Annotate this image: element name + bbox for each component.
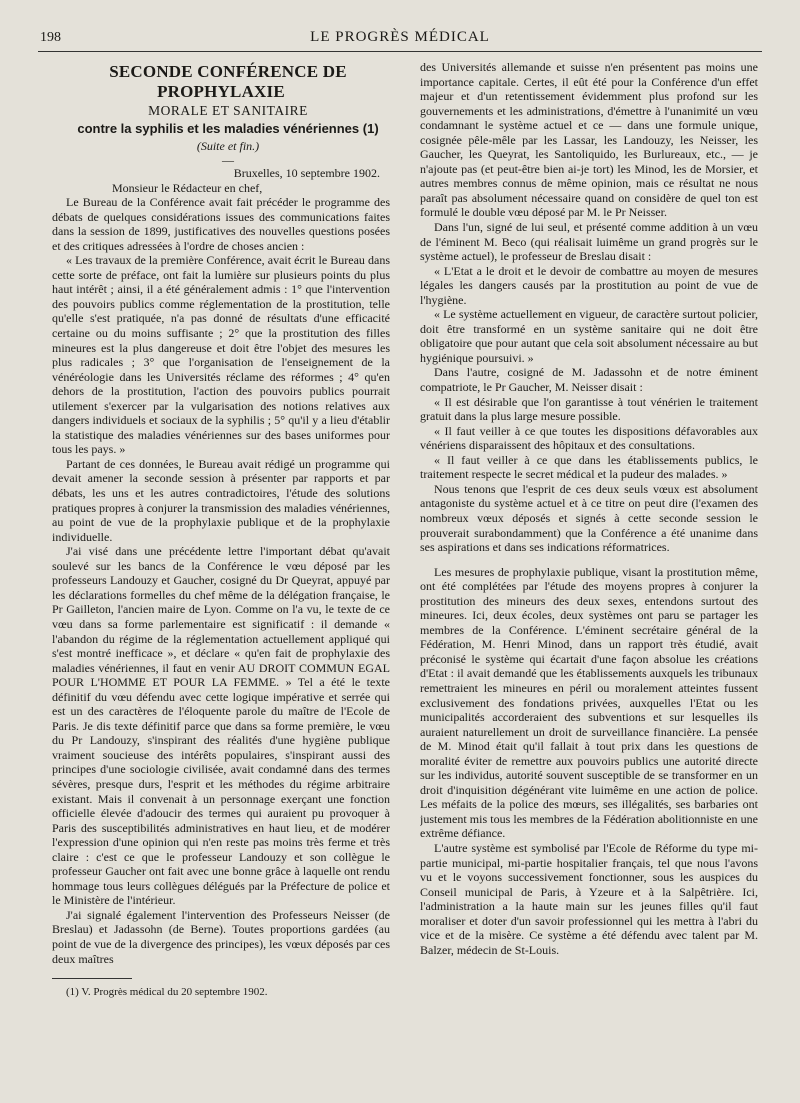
paragraph: Partant de ces données, le Bureau avait rédigé un programme qui devait amener la seconde session à présenter par rapports et par débats, les uns et les autres contradictoires, l'étude des solutions pratiques propres à conjurer la transmission des maladies vénériennes, au point de vue de la prophylaxie publique et de la prophylaxie individuelle. bbox=[52, 456, 390, 544]
section-gap bbox=[420, 555, 758, 565]
paragraph: « Les travaux de la première Conférence, avait écrit le Bureau dans cette sorte de préface, ont fait la lumière sur plusieurs points du plus haut intérêt ; ainsi, il a été généralement admis : 1° que l'intervention des pouvoirs publics comme réglementation de la prostitution, telle qu'elle s'est pratiquée, n'a pas donné de résultats d'une efficacité certaine ou du moins suffisante ; 2° que la prostitution des filles mineures est la plus dangereuse et doit être l'objet des mesures les plus radicales ; 3° que l'organisation de l'enseignement de la vénéréologie dans les Universités réclame des réformes ; 4° qu'en dehors de la prostitution, l'action des pouvoirs publics pourrait utilement s'exercer par la vulgarisation des notions relatives aux dangers individuels et sociaux de la syphilis ; 5° qu'il y a lieu d'établir la statistique des maladies vénériennes sur des bases uniformes pour tous les pays. » bbox=[52, 253, 390, 457]
article-title: SECONDE CONFÉRENCE DE PROPHYLAXIE bbox=[109, 62, 347, 101]
paragraph: Dans l'autre, cosigné de M. Jadassohn et de notre éminent compatriote, le Pr Gaucher, M. Neisser disait : bbox=[420, 365, 758, 395]
paragraph: Les mesures de prophylaxie publique, visant la prostitution même, ont été complétées par l'étude des moyens propres à conjurer la prostitution des mineurs des deux sexes, entendons surtout des mineures. Ici, deux écoles, deux systèmes ont paru se partager les membres de la Conférence. L'éminent secrétaire général de la Fédération, M. Henri Minod, dans un rapport très étudié, avait préconisé le système qui écartait d'une façon absolue les créations d'Etat : il avait demandé que les établissements auxquels les tribunaux remettraient les mineures en péril ou moralement atteintes fussent exclusivement des fondations privées, auxquelles l'Etat ou les municipalités accorderaient des subventions et sur lesquelles ils auraient naturellement un droit de surveillance financière. La pensée de M. Minod était qu'il fallait à tout prix dans les questions de moralité éviter de remettre aux pouvoirs publics une autorité directe sur les individus, autorité souvent susceptible de se transformer en un droit d'inquisition dégénérant vite luimême en une action de police. Les méfaits de la police des mœurs, ses illégalités, ses barbaries ont justement mis tous les membres de la Fédération abolitionniste en une extrême défiance. bbox=[420, 564, 758, 841]
separator-dash: — bbox=[222, 153, 234, 167]
running-title: LE PROGRÈS MÉDICAL bbox=[310, 29, 490, 45]
quote: « Il faut veiller à ce que toutes les dispositions défavorables aux vénériens disparaissent des hôpitaux et des consultations. bbox=[420, 423, 758, 453]
quote: « Le système actuellement en vigueur, de caractère surtout policier, doit être transformé en un système sanitaire qui ne doit être obligatoire que pour autant que cela soit absolument nécessaire au but hygiénique poursuivi. » bbox=[420, 307, 758, 365]
paragraph: Dans l'un, signé de lui seul, et présenté comme addition à un vœu de l'éminent M. Beco (qui réalisait luimême un grand progrès sur le système actuel), le professeur de Breslau disait : bbox=[420, 220, 758, 264]
left-column bbox=[52, 62, 390, 1072]
quote: « L'Etat a le droit et le devoir de combattre au moyen de mesures légales les dangers causés par la prostitution au point de vue de l'hygiène. bbox=[420, 263, 758, 307]
quote: « Il est désirable que l'on garantisse à tout vénérien le traitement gratuit dans la plus large mesure possible. bbox=[420, 394, 758, 424]
header-rule bbox=[38, 51, 762, 52]
paragraph: J'ai signalé également l'intervention des Professeurs Neisser (de Breslau) et Jadassohn (de Berne). Toutes proportions gardées (au point de vue de la divergence des principes), les vœux déposés par ces deux maîtres bbox=[52, 907, 390, 966]
article-subtitle: MORALE ET SANITAIRE bbox=[148, 103, 308, 118]
page-header bbox=[38, 28, 762, 52]
right-column bbox=[420, 60, 758, 1076]
article-subject: contre la syphilis et les maladies vénériennes (1) bbox=[77, 121, 379, 136]
footnote-rule bbox=[52, 978, 132, 979]
continuation-note: (Suite et fin.) bbox=[196, 139, 260, 153]
footnote: (1) V. Progrès médical du 20 septembre 1902. bbox=[66, 986, 268, 999]
paragraph: L'autre système est symbolisé par l'Ecole de Réforme du type mi-partie municipal, mi-partie hospitalier français, tel que nous l'avons vu et le voyons successivement fonctionner, sous les auspices du Conseil municipal de Paris, à Yzeure et à la Salpêtrière. Ici, l'administration a la haute main sur les jeunes filles qu'il faut moraliser et doter d'un savoir professionnel qui les mettra à l'abri du vice et de la misère. Ce système a été défendu avec talent par M. Balzer, médecin de St-Louis. bbox=[420, 840, 758, 957]
paragraph: Le Bureau de la Conférence avait fait précéder le programme des débats de quelques considérations issues des communications faites dans la session de 1899, justificatives des nouvelles questions posées et des critiques adressées à l'ordre de choses ancien : bbox=[52, 195, 390, 253]
page-number: 198 bbox=[40, 30, 61, 45]
quote: « Il faut veiller à ce que dans les établissements publics, le traitement respecte le secret médical et la pudeur des malades. » bbox=[420, 452, 758, 482]
paragraph: Nous tenons que l'esprit de ces deux seuls vœux est absolument antagoniste du système actuel et à ce titre on peut dire (l'examen des nombreux vœux déposés et signés à cette seconde session le prouverait surabondamment) que la Conférence a été unanime dans ses aspirations et dans ses indications réformatrices. bbox=[420, 481, 758, 555]
paragraph: J'ai visé dans une précédente lettre l'important débat qu'avait soulevé sur les bancs de la Conférence le vœu déposé par les professeurs Landouzy et Gaucher, cosigné du Dr Queyrat, appuyé par les déclarations formelles du chef même de la délégation française, le Pr Gailleton, l'ancien maire de Lyon. Comme on l'a vu, le texte de ce vœu dans sa forme parlementaire est significatif : il demande « l'abandon du régime de la réglementation actuellement appliqué qui s'est montré inefficace », et déclare « qu'en fait de prophylaxie des maladies vénériennes, il faut en venir AU DROIT COMMUN EGAL POUR L'HOMME ET POUR LA FEMME. » Tel a été le texte définitif du vœu défendu avec cette logique impérative et serrée qui est un des caractères de l'éloquente parole du maître de l'Ecole de Paris. Je dis texte définitif parce que dans sa forme première, le vœu du Pr Landouzy, s'inspirant des réalités d'une hygiène publique vraiment soucieuse des intérêts populaires, s'inspirant aussi des principes d'une sociologie civilisée, avait condamné dans des termes sévères, presque durs, l'esprit et les méthodes du régime arbitraire existant. Mais il convenait à un personnage exerçant une fonction officielle élevée d'adoucir des termes qui auraient pu provoquer à Paris des susceptibilités administratives en haut lieu, et de modérer l'expression d'une opinion qui n'en reste pas moins très ferme et très claire : c'est ce que le professeur Landouzy et son collègue le professeur Gaucher ont fait avec une bonne grâce à laquelle ont rendu hommage tous leurs collègues délégués par la Préfecture de police et le Ministère de l'intérieur. bbox=[52, 544, 390, 908]
dateline: Bruxelles, 10 septembre 1902. bbox=[233, 166, 380, 180]
salutation: Monsieur le Rédacteur en chef, bbox=[112, 180, 263, 195]
paragraph: des Universités allemande et suisse n'en présentent pas moins une importance capitale. Certes, il eût été pour la Conférence d'un effet majeur et d'un retentissement évidemment plus profond sur les gouvernements et les administrations, d'émettre à l'unanimité un vœu condamnant le système actuel et ce — dans une formule unique, cosignée pêle-mêle par les Lassar, les Landouzy, les Neisser, les Gaucher, les Queyrat, les Santoliquido, les Burlureaux, etc., — je n'ajoute pas (et peut-être bien ai-je tort) les Minod, les de Morsier, et autres membres connus de même opinion, mais ce résultat ne nous paraît pas absolument nécessaire quand on considère de quel ton est formulé le double vœu déposé par M. le Pr Neisser. bbox=[420, 60, 758, 220]
